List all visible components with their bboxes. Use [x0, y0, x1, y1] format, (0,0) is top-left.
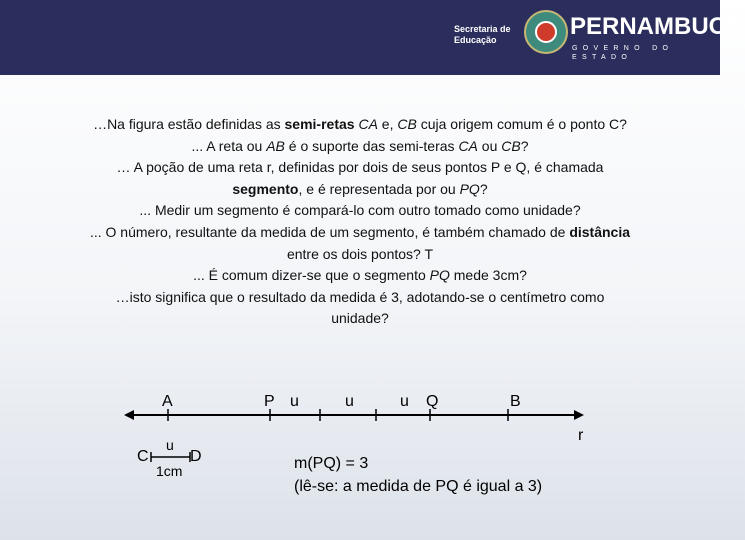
brand-subtitle: GOVERNO DO ESTADO [572, 45, 674, 61]
label-unit-small: u [166, 437, 174, 453]
text-line-5: ... Medir um segmento é compará-lo com outro tomado como unidade? [139, 202, 581, 219]
label-length-1cm: 1cm [156, 463, 183, 479]
text-span: ou [477, 137, 502, 154]
text-bold: distância [569, 223, 631, 240]
text-span: ? [520, 137, 529, 154]
text-span: ... A reta ou [191, 137, 267, 154]
label-point-q: Q [426, 393, 439, 410]
text-line-7: entre os dois pontos? T [286, 245, 434, 262]
text-bold: semi-retas [284, 116, 355, 132]
text-span: mede 3cm? [449, 267, 527, 284]
text-italic: CB [501, 137, 521, 154]
label-point-p: P [264, 393, 275, 410]
measure-equation: m(PQ) = 3 [294, 455, 369, 472]
text-span: cuja origem comum é o ponto C? [416, 116, 627, 132]
text-italic: CA [458, 137, 478, 154]
text-span: e, [377, 116, 398, 132]
text-italic: AB [266, 137, 285, 154]
text-span: , e é representada por ou [298, 180, 460, 197]
secretaria-line-2: Educação [454, 35, 497, 45]
text-span: ... É comum dizer-se que o segmento [193, 267, 430, 284]
label-unit-3: u [400, 393, 409, 410]
label-point-d: D [190, 448, 202, 465]
text-span: ? [479, 180, 488, 197]
text-span: é o suporte das semi-teras [284, 137, 459, 154]
text-italic: PQ [429, 267, 450, 284]
label-unit-1: u [290, 393, 299, 410]
label-point-c: C [137, 448, 149, 465]
text-line-9: …isto significa que o resultado da medida é 3, adotando-se o centímetro como [115, 288, 605, 305]
brand-title: PERNAMBUCO [570, 13, 745, 40]
line-left-arrow-icon [124, 410, 134, 420]
line-right-arrow-icon [574, 410, 584, 420]
label-point-b: B [510, 393, 521, 410]
label-unit-2: u [345, 393, 354, 410]
measure-note: (lê-se: a medida de PQ é igual a 3) [294, 478, 543, 495]
text-span: …Na figura estão definidas as [93, 116, 285, 132]
text-bold: segmento [232, 180, 299, 197]
text-italic: CA [358, 116, 378, 132]
secretaria-line-1: Secretaria de [454, 24, 511, 34]
text-line-10: unidade? [331, 310, 389, 327]
label-point-a: A [162, 393, 173, 410]
label-line-r: r [578, 427, 584, 444]
text-italic: PQ [459, 180, 480, 197]
text-line-3: … A poção de uma reta r, definidas por dois de seus pontos P e Q, é chamada [116, 159, 604, 176]
text-italic: CB [397, 116, 417, 132]
text-span: ... O número, resultante da medida de um segmento, é também chamado de [89, 223, 570, 240]
